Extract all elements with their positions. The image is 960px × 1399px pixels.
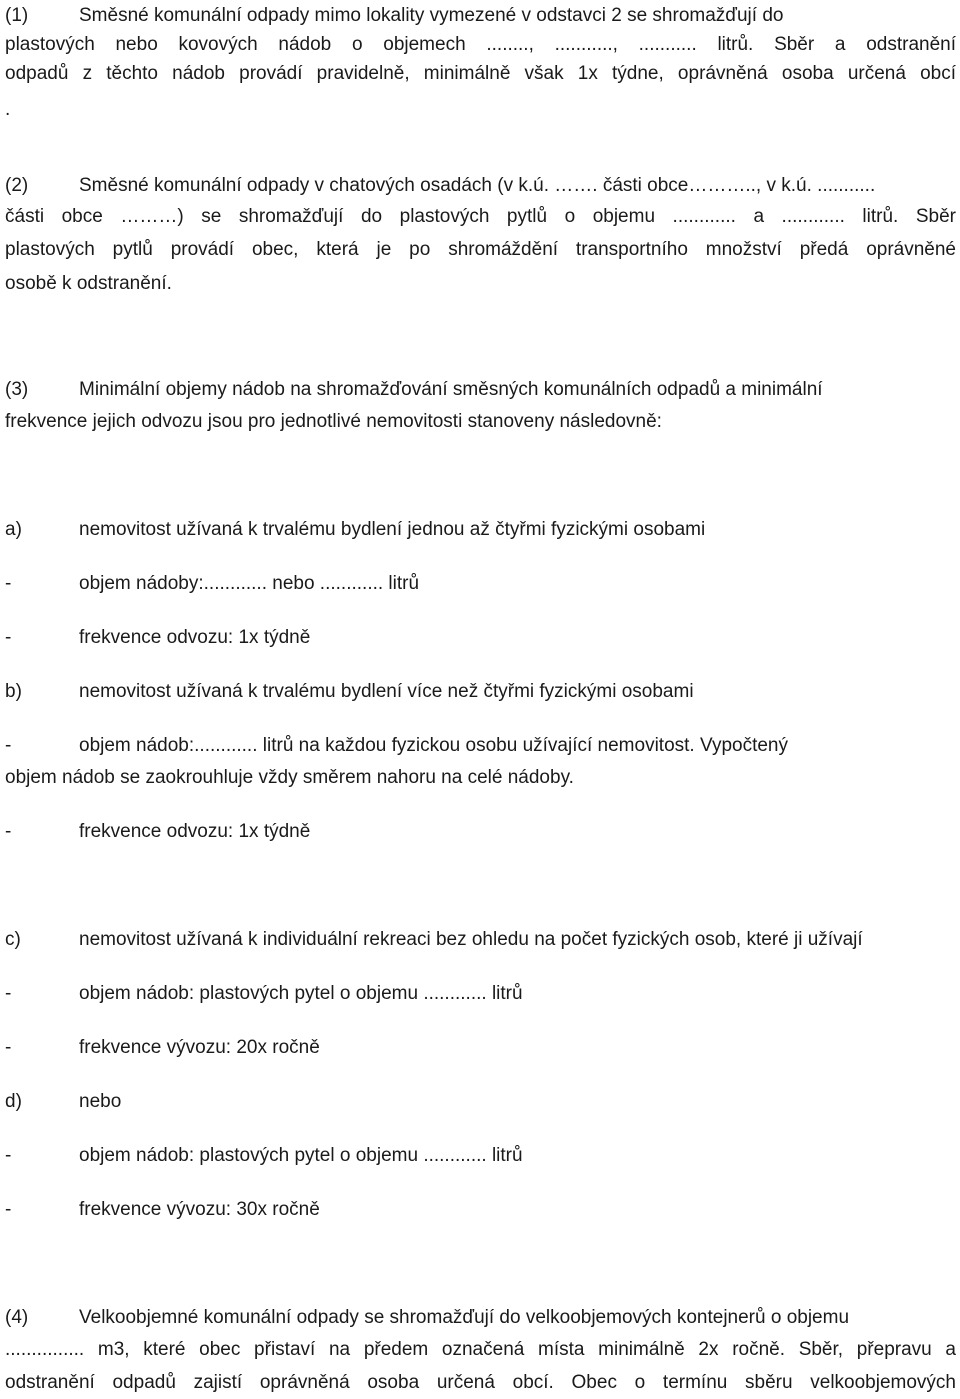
line-text: . <box>5 99 11 120</box>
line-label: (3) <box>5 379 29 400</box>
line-text: části obce ………) se shromažďují do plastových pytlů o objemu ............ a ............ litrů. Sběr <box>5 206 956 227</box>
document-line <box>5 406 662 438</box>
document-line <box>5 201 956 233</box>
line-label: (1) <box>5 5 29 26</box>
line-label: c) <box>5 929 21 950</box>
line-label: (2) <box>5 175 29 196</box>
document-line <box>5 762 574 794</box>
line-label: b) <box>5 681 22 702</box>
line-text: objem nádob: plastových pytel o objemu ............ litrů <box>79 983 523 1004</box>
line-label: d) <box>5 1091 22 1112</box>
document-line <box>5 234 956 266</box>
document-line <box>5 1194 320 1226</box>
document-line <box>5 676 694 708</box>
line-label: - <box>5 821 12 842</box>
line-text: objem nádoby:............ nebo ............ litrů <box>79 573 420 594</box>
document-line <box>5 1086 121 1118</box>
line-label: - <box>5 1037 12 1058</box>
line-label: - <box>5 983 12 1004</box>
line-text: nemovitost užívaná k trvalému bydlení více než čtyřmi fyzickými osobami <box>79 681 694 702</box>
line-text: nemovitost užívaná k individuální rekreaci bez ohledu na počet fyzických osob, které ji užívají <box>79 929 863 950</box>
line-label: (4) <box>5 1307 29 1328</box>
document-line <box>5 170 875 202</box>
line-text: frekvence jejich odvozu jsou pro jednotlivé nemovitosti stanoveny následovně: <box>5 411 662 432</box>
document-line <box>5 1334 956 1366</box>
line-label: - <box>5 573 12 594</box>
document-line <box>5 816 310 848</box>
line-text: frekvence odvozu: 1x týdně <box>79 821 311 842</box>
document-line <box>5 730 788 762</box>
line-text: ............... m3, které obec přistaví na předem označená místa minimálně 2x ročně. Sběr, přepravu a <box>5 1339 956 1360</box>
document-line <box>5 1302 849 1334</box>
document-line <box>5 374 823 406</box>
line-label: - <box>5 627 12 648</box>
document-line <box>5 1032 320 1064</box>
line-text: odpadů z těchto nádob provádí pravidelně, minimálně však 1x týdne, oprávněná osoba určená obcí <box>5 63 956 84</box>
line-label: - <box>5 1145 12 1166</box>
line-text: Minimální objemy nádob na shromažďování směsných komunálních odpadů a minimální <box>79 379 823 400</box>
document-line <box>5 58 956 90</box>
line-label: - <box>5 735 12 756</box>
line-text: Směsné komunální odpady v chatových osadách (v k.ú. ……. části obce……….., v k.ú. ........... <box>79 175 876 196</box>
document-line <box>5 1367 956 1399</box>
line-label: - <box>5 1199 12 1220</box>
document-line <box>5 978 523 1010</box>
line-text: plastových nebo kovových nádob o objemech ........, ..........., ........... litrů. Sběr a odstranění <box>5 34 956 55</box>
document-line <box>5 1140 523 1172</box>
document-line <box>5 924 863 956</box>
line-text: nemovitost užívaná k trvalému bydlení jednou až čtyřmi fyzickými osobami <box>79 519 706 540</box>
line-text: osobě k odstranění. <box>5 273 172 294</box>
line-text: Velkoobjemné komunální odpady se shromažďují do velkoobjemových kontejnerů o objemu <box>79 1307 850 1328</box>
line-text: objem nádob:............ litrů na každou fyzickou osobu užívající nemovitost. Vypočtený <box>79 735 788 756</box>
line-text: odstranění odpadů zajistí oprávněná osoba určená obcí. Obec o termínu sběru velkoobjemových <box>5 1372 956 1393</box>
line-label: a) <box>5 519 22 540</box>
line-text: frekvence vývozu: 20x ročně <box>79 1037 320 1058</box>
document-line <box>5 29 956 61</box>
line-text: plastových pytlů provádí obec, která je po shromáždění transportního množství předá oprávněné <box>5 239 956 260</box>
document-line <box>5 94 10 126</box>
document-line <box>5 568 419 600</box>
line-text: Směsné komunální odpady mimo lokality vymezené v odstavci 2 se shromažďují do <box>79 5 784 26</box>
line-text: frekvence vývozu: 30x ročně <box>79 1199 320 1220</box>
line-text: objem nádob se zaokrouhluje vždy směrem nahoru na celé nádoby. <box>5 767 574 788</box>
line-text: objem nádob: plastových pytel o objemu ............ litrů <box>79 1145 523 1166</box>
document-line <box>5 0 783 32</box>
line-text: frekvence odvozu: 1x týdně <box>79 627 311 648</box>
document-line <box>5 622 310 654</box>
document-line <box>5 268 172 300</box>
line-text: nebo <box>79 1091 122 1112</box>
document-line <box>5 514 705 546</box>
